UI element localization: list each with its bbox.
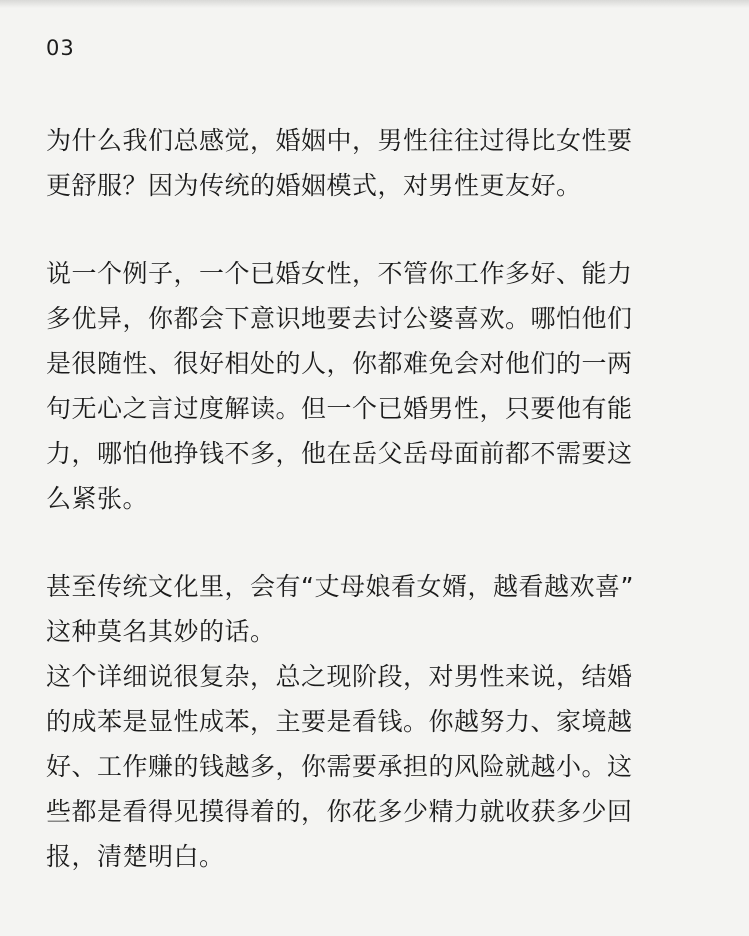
paragraph-line: 报，清楚明白。 xyxy=(46,842,225,871)
paragraph-2 xyxy=(46,251,716,521)
paragraph-line: 甚至传统文化里，会有“丈母娘看女婿，越看越欢喜” xyxy=(46,572,634,601)
paragraph-line: 这个详细说很复杂，总之现阶段，对男性来说，结婚 xyxy=(46,662,633,691)
paragraph-line: 句无心之言过度解读。但一个已婚男性，只要他有能 xyxy=(46,394,633,423)
paragraph-line: 好、工作赚的钱越多，你需要承担的风险就越小。这 xyxy=(46,752,633,781)
paragraph-line: 么紧张。 xyxy=(46,484,149,513)
paragraph-line: 说一个例子，一个已婚女性，不管你工作多好、能力 xyxy=(46,259,633,288)
paragraph-line: 更舒服？因为传统的婚姻模式，对男性更友好。 xyxy=(46,171,582,200)
top-edge-shadow xyxy=(0,0,749,8)
paragraph-line: 是很随性、很好相处的人，你都难免会对他们的一两 xyxy=(46,349,633,378)
paragraph-3 xyxy=(46,564,716,879)
paragraph-line: 些都是看得见摸得着的，你花多少精力就收获多少回 xyxy=(46,797,633,826)
paragraph-line: 力，哪怕他挣钱不多，他在岳父岳母面前都不需要这 xyxy=(46,439,633,468)
paragraph-line: 为什么我们总感觉，婚姻中，男性往往过得比女性要 xyxy=(46,126,633,155)
article-body xyxy=(46,118,716,879)
paragraph-gap xyxy=(46,208,716,251)
section-number: 03 xyxy=(46,36,75,60)
paragraph-line: 这种莫名其妙的话。 xyxy=(46,617,276,646)
paragraph-gap xyxy=(46,521,716,564)
paragraph-line: 的成苯是显性成苯，主要是看钱。你越努力、家境越 xyxy=(46,707,633,736)
paragraph-line: 多优异，你都会下意识地要去讨公婆喜欢。哪怕他们 xyxy=(46,304,633,333)
paragraph-1 xyxy=(46,118,716,208)
